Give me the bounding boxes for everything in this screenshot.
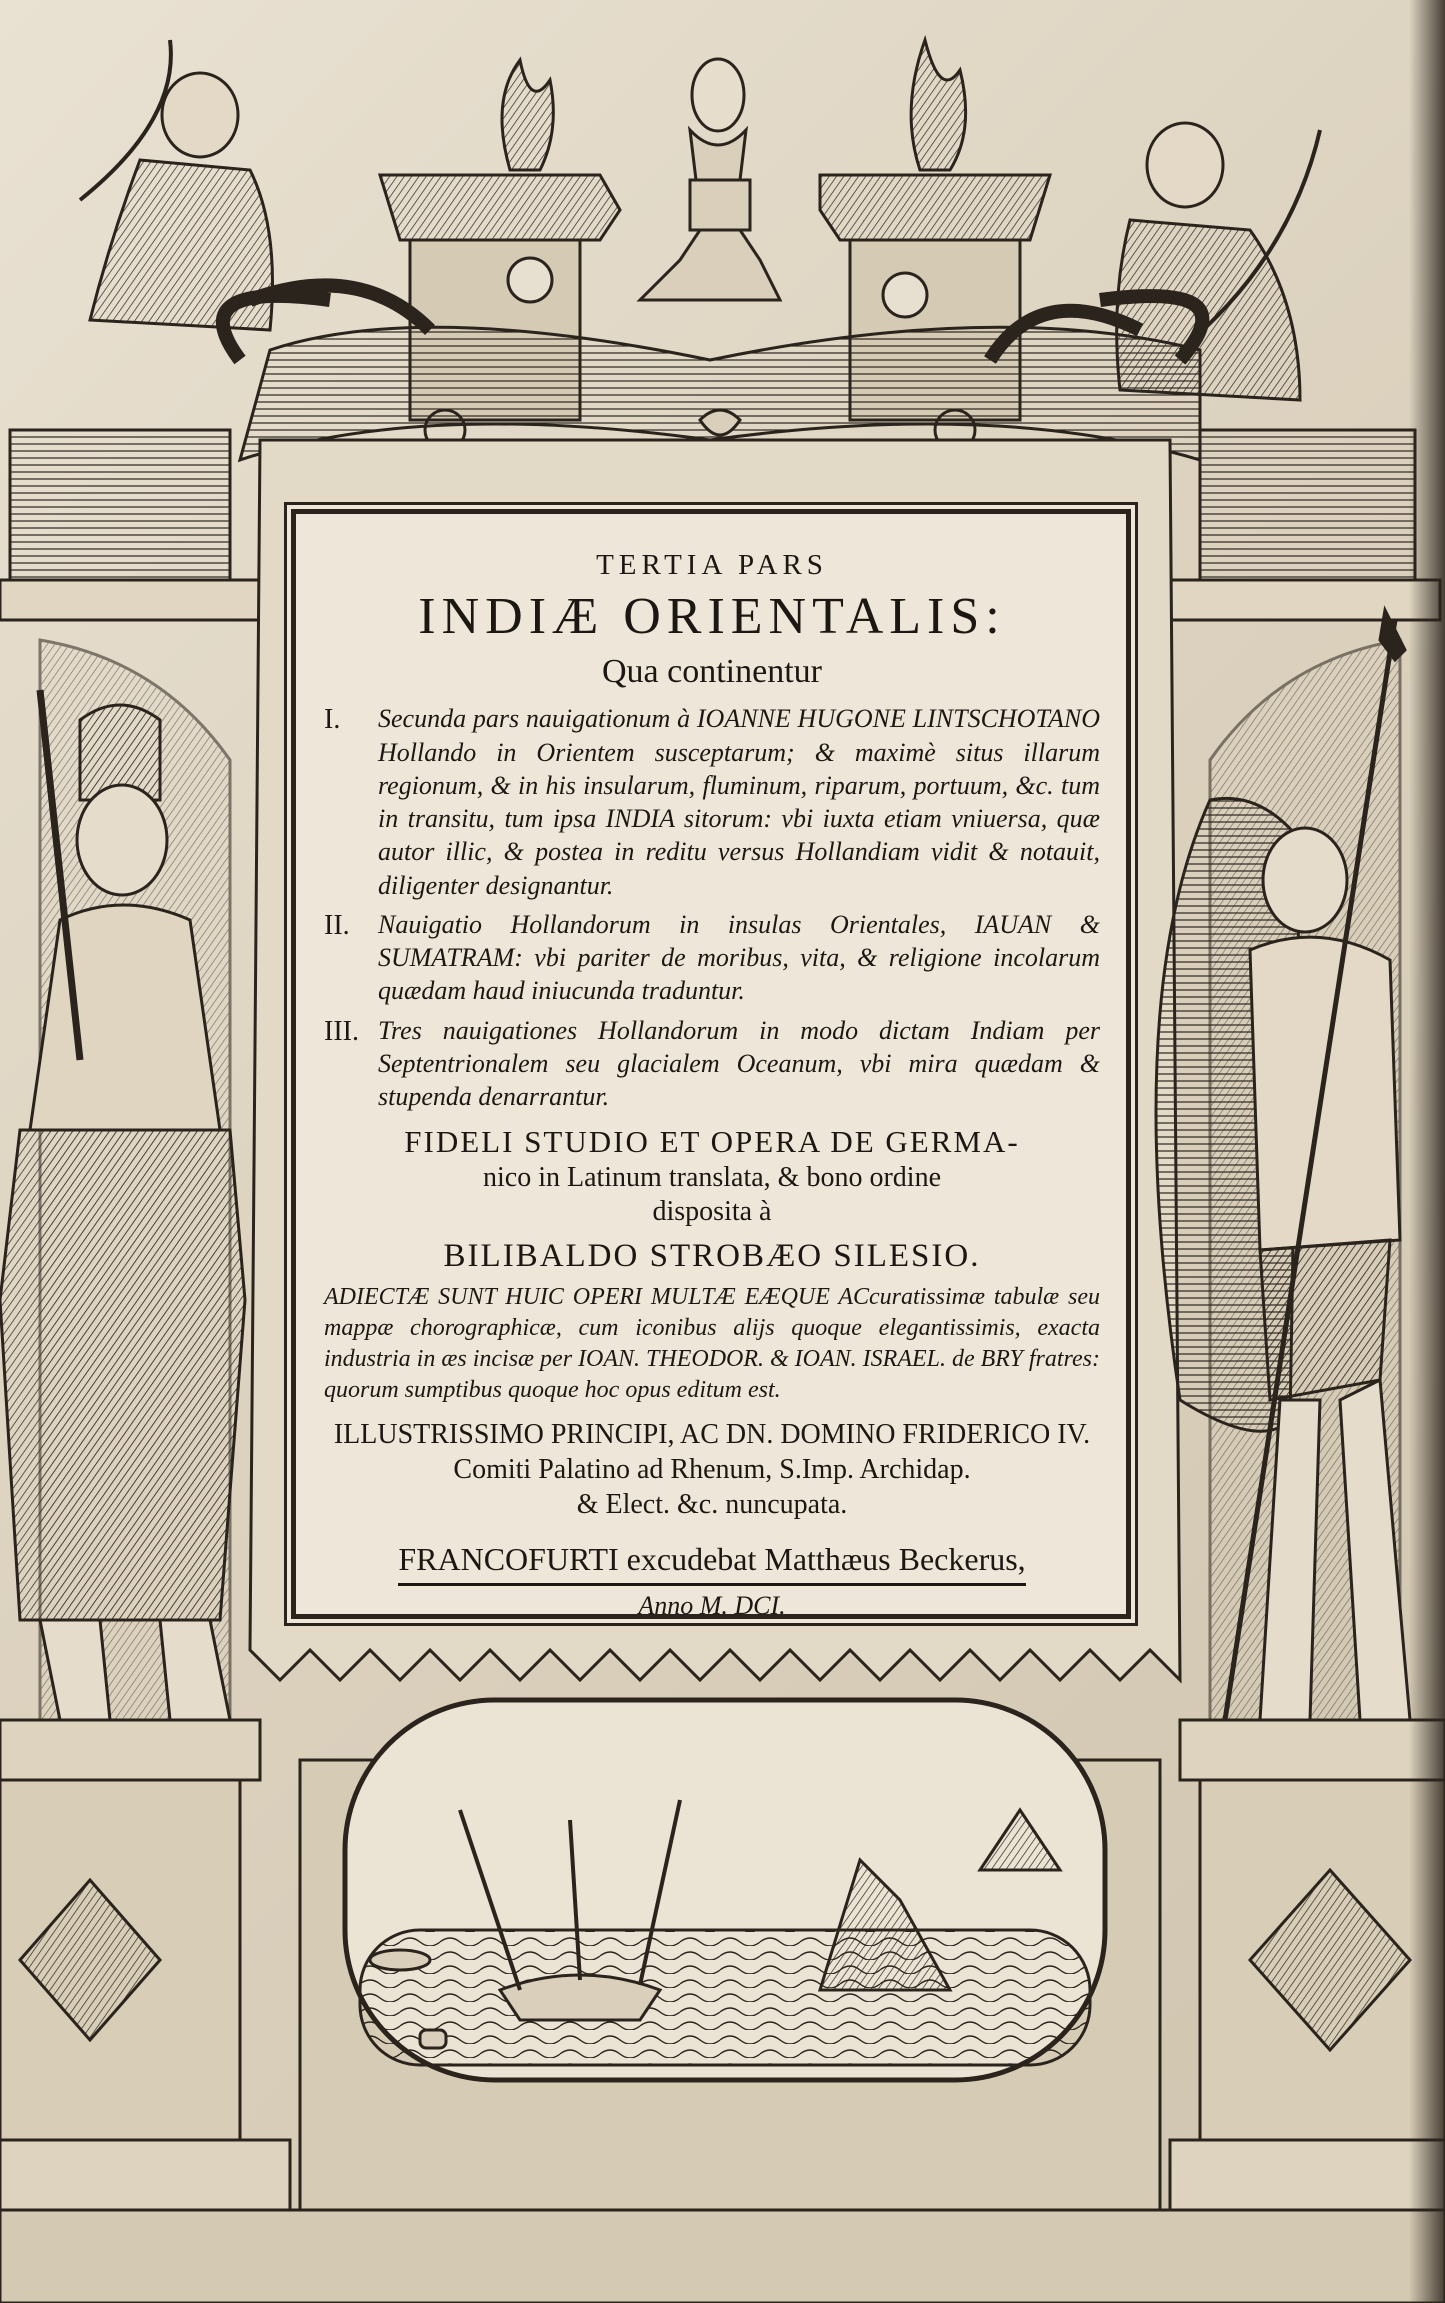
translation-note: FIDELI STUDIO ET OPERA DE GERMA- (404, 1124, 1020, 1160)
item-number: II. (324, 909, 350, 941)
publication-date: Anno M. DCI. (638, 1590, 786, 1620)
main-title: INDIÆ ORIENTALIS: (418, 588, 1006, 646)
top-cornice (223, 40, 1202, 460)
translator-name: BILIBALDO STROBÆO SILESIO. (443, 1237, 981, 1274)
dedication-line: & Elect. &c. nuncupata. (576, 1488, 848, 1520)
pre-title: TERTIA PARS (596, 549, 828, 581)
translation-note-line: disposita à (652, 1196, 772, 1228)
left-pedestal (0, 1720, 290, 2285)
dedication (324, 1417, 1100, 1522)
top-left-archer-figure (80, 40, 430, 330)
item-number: III. (324, 1015, 359, 1047)
dedication-line: ILLUSTRISSIMO PRINCIPI, AC DN. DOMINO FRIDERICO IV. Comiti Palatino ad Rhenum, S.Imp. Archidap. (333, 1418, 1091, 1485)
imprint: FRANCOFURTI excudebat Matthæus Beckerus, (398, 1540, 1025, 1586)
title-text-block (324, 548, 1100, 1621)
right-pedestal (1170, 1720, 1445, 2285)
translation-note-line: nico in Latinum translata, & bono ordine (482, 1162, 941, 1194)
subtitle: Qua continentur (602, 652, 822, 690)
item-text: Tres nauigationes Hollandorum in modo dictam Indiam per Septentrionalem seu glacialem Oceanum, vbi mira quædam & stupenda denarrantur. (378, 1015, 1100, 1112)
item-text: Secunda pars nauigationum à IOANNE HUGONE LINTSCHOTANO Hollando in Orientem susceptarum; & maximè situs illarum regionum, & in his insularum, fluminum, riparum, portuum, &c. tum in transitu, tum ipsa INDIA sitorum: vbi iuxta etiam vniuersa, quæ autor illic, & postea in reditu versus Hollandiam vidit & notauit, diligenter designantur. (378, 704, 1100, 900)
contents-item (324, 908, 1100, 1008)
item-number: I. (324, 704, 341, 736)
item-text: Nauigatio Hollandorum in insulas Orientales, IAUAN & SUMATRAM: vbi pariter de moribus, vita, & religione incolarum quædam haud iniucunda traduntur. (378, 909, 1100, 1006)
illustrations-note: ADIECTÆ SUNT HUIC OPERI MULTÆ EÆQUE ACcuratissimæ tabulæ seu mappæ chorographicæ, cum iconibus alijs quoque elegantissimis, exacta industria in æs incisæ per IOAN. THEODOR. & IOAN. ISRAEL. de BRY fratres: quorum sumptibus quoque hoc opus editum est. (324, 1283, 1100, 1404)
shipwreck-cartouche (300, 1700, 1160, 2220)
contents-item (324, 1014, 1100, 1114)
contents-item (324, 702, 1100, 902)
